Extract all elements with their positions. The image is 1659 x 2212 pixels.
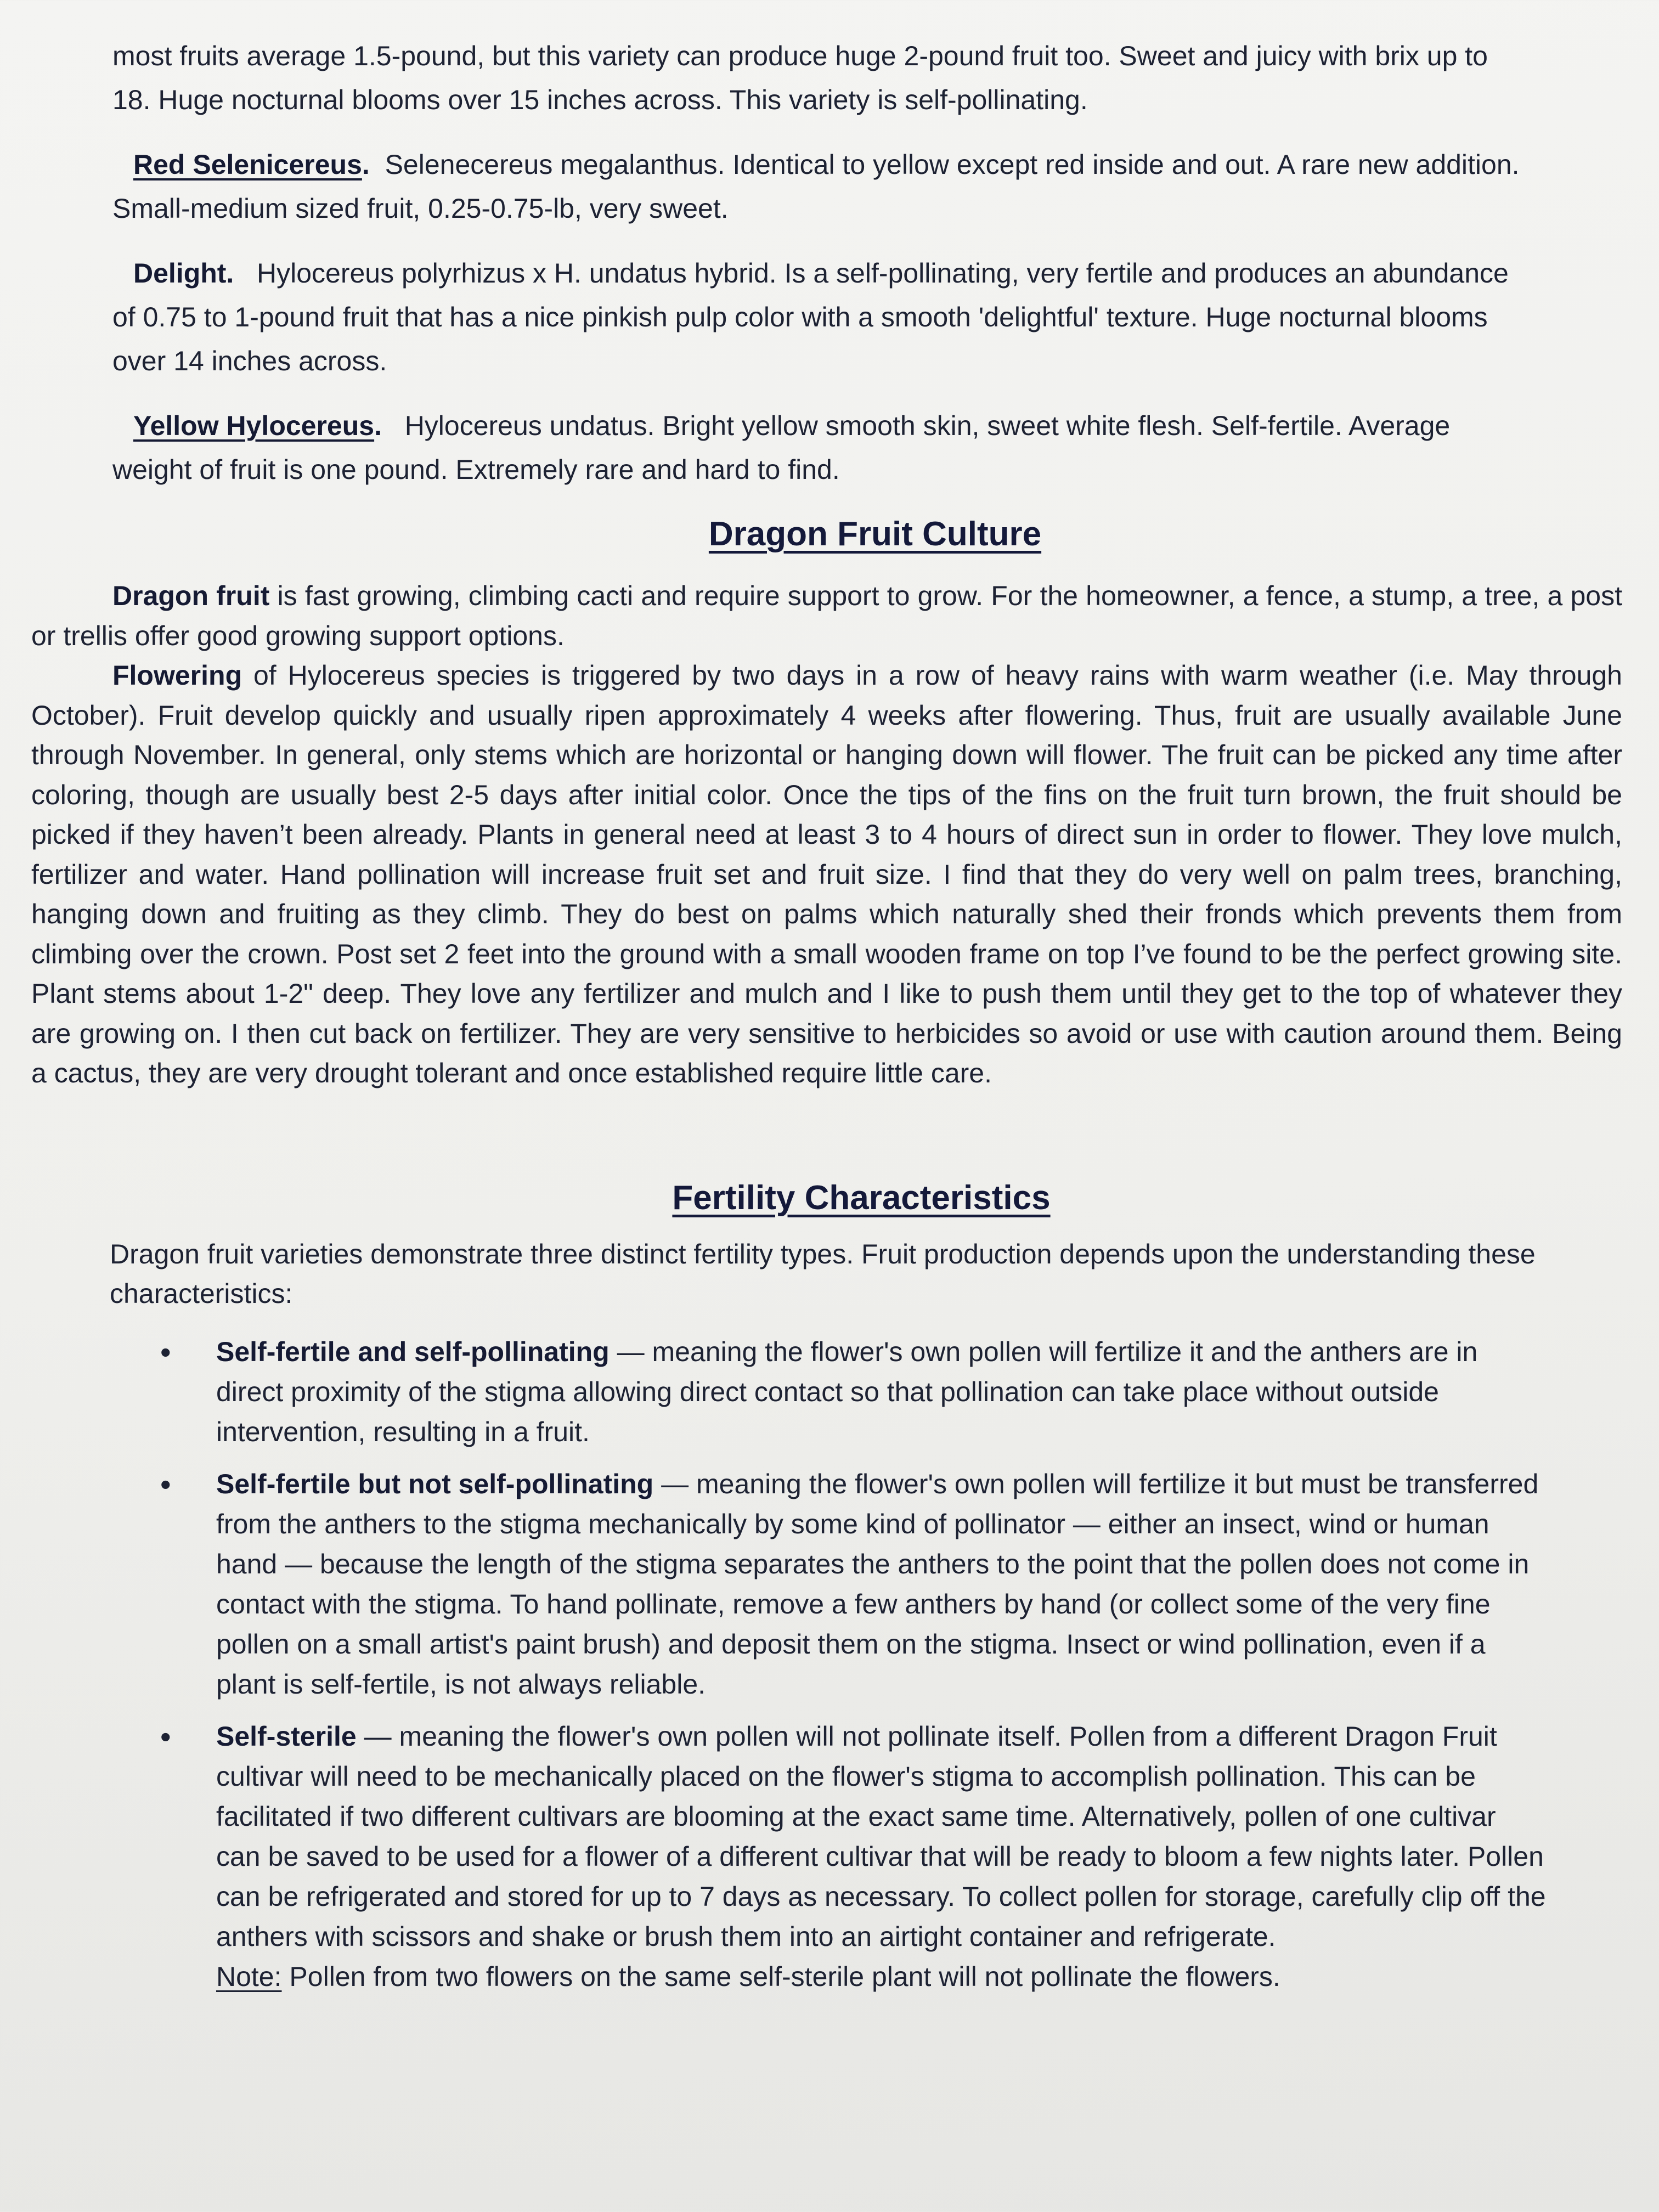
culture-section xyxy=(31,576,1622,1093)
culture-paragraph xyxy=(31,576,1622,656)
fertility-list xyxy=(110,1332,1547,1997)
fertility-term: Self-fertile but not self-pollinating xyxy=(216,1469,654,1499)
variety-red-selenicereus: Red Selenicereus. Selenecereus megalanthus. Identical to yellow except red inside and out. A rare new addition. Small-medium sized fruit, 0.25-0.75-lb, very sweet. xyxy=(112,149,1520,224)
culture-text: is fast growing, climbing cacti and require support to grow. For the homeowner, a fence, a stump, a tree, a post or trellis offer good growing support options. xyxy=(31,580,1622,651)
variety-description: Selenecereus megalanthus. Identical to yellow except red inside and out. A rare new addition. Small-medium sized fruit, 0.25-0.75-lb, very sweet. xyxy=(112,149,1520,224)
section-heading-fertility: Fertility Characteristics xyxy=(672,1179,1051,1217)
fertility-text: — meaning the flower's own pollen will not pollinate itself. Pollen from a different Dragon Fruit cultivar will need to be mechanically placed on the flower's stigma to accomplish pollination. This can be facilitated if two different cultivars are blooming at the exact same time. Alternatively, pollen of one cultivar can be saved to be used for a flower of a different cultivar that will be ready to bloom a few nights later. Pollen can be refrigerated and stored for up to 7 days as necessary. To collect pollen for storage, carefully clip off the anthers with scissors and shake or brush them into an airtight container and refrigerate. xyxy=(216,1721,1546,1952)
variety-name: Red Selenicereus xyxy=(133,149,362,180)
culture-paragraph xyxy=(31,656,1622,1093)
fertility-section xyxy=(110,1234,1547,2009)
fertility-text: — meaning the flower's own pollen will fertilize it and the anthers are in direct proximity of the stigma allowing direct contact so that pollination can take place without outside intervention, resulting in a fruit. xyxy=(216,1336,1478,1447)
note-label: Note: xyxy=(216,1961,282,1992)
list-item xyxy=(110,1332,1547,1452)
variety-name: Delight. xyxy=(133,258,234,289)
varieties-section xyxy=(112,34,1528,512)
note-text: Pollen from two flowers on the same self-sterile plant will not pollinate the flowers. xyxy=(289,1961,1280,1992)
culture-text: of Hylocereus species is triggered by two days in a row of heavy rains with warm weather (i.e. May through October). Fruit develop quickly and usually ripen approximately 4 weeks after flowering. Thus, fruit are usually available June through November. In general, only stems which are horizontal or hanging down will flower. The fruit can be picked any time after coloring, though are usually best 2-5 days after initial color. Once the tips of the fins on the fruit turn brown, the fruit should be picked if they haven’t been already. Plants in general need at least 3 to 4 hours of direct sun in order to flower. They love mulch, fertilizer and water. Hand pollination will increase fruit set and fruit size. I find that they do very well on palm trees, branching, hanging down and fruiting as they climb. They do best on palms which naturally shed their fronds which prevents them from climbing over the crown. Post set 2 feet into the ground with a small wooden frame on top I’ve found to be the perfect growing site. Plant stems about 1-2" deep. They love any fertilizer and mulch and I like to push them until they get to the top of whatever they are growing on. I then cut back on fertilizer. They are very sensitive to herbicides so avoid or use with caution around them. Being a cactus, they are very drought tolerant and once established require little care. xyxy=(31,660,1622,1088)
variety-yellow-hylocereus: Yellow Hylocereus. Hylocereus undatus. Bright yellow smooth skin, sweet white flesh. Self-fertile. Average weight of fruit is one pound. Extremely rare and hard to find. xyxy=(112,410,1451,485)
culture-term: Dragon fruit xyxy=(112,580,270,611)
fertility-intro: Dragon fruit varieties demonstrate three distinct fertility types. Fruit production depends upon the understanding these characteristics: xyxy=(110,1239,1536,1309)
variety-name: Yellow Hylocereus xyxy=(133,410,375,441)
variety-delight xyxy=(112,251,1528,383)
list-item xyxy=(110,1464,1547,1705)
list-item xyxy=(110,1717,1547,1997)
variety-description: Hylocereus undatus. Bright yellow smooth skin, sweet white flesh. Self-fertile. Average weight of fruit is one pound. Extremely rare and hard to find. xyxy=(112,410,1451,485)
culture-term: Flowering xyxy=(112,660,242,691)
fertility-term: Self-fertile and self-pollinating xyxy=(216,1336,610,1367)
fertility-text: — meaning the flower's own pollen will fertilize it but must be transferred from the anthers to the stigma mechanically by some kind of pollinator — either an insect, wind or human hand — because the length of the stigma separates the anthers to the point that the pollen does not come in contact with the stigma. To hand pollinate, remove a few anthers by hand (or collect some of the very fine pollen on a small artist's paint brush) and deposit them on the stigma. Insect or wind pollination, even if a plant is self-fertile, is not always reliable. xyxy=(216,1469,1539,1700)
fertility-term: Self-sterile xyxy=(216,1721,357,1752)
variety-continuation: most fruits average 1.5-pound, but this variety can produce huge 2-pound fruit too. Sweet and juicy with brix up to 18. Huge nocturnal blooms over 15 inches across. This variety is self-pollinating. xyxy=(112,41,1488,115)
section-heading-culture: Dragon Fruit Culture xyxy=(708,515,1042,553)
variety-description: Hylocereus polyrhizus x H. undatus hybrid. Is a self-pollinating, very fertile and produces an abundance of 0.75 to 1-pound fruit that has a nice pinkish pulp color with a smooth 'delightful' texture. Huge nocturnal blooms over 14 inches across. xyxy=(112,258,1509,376)
